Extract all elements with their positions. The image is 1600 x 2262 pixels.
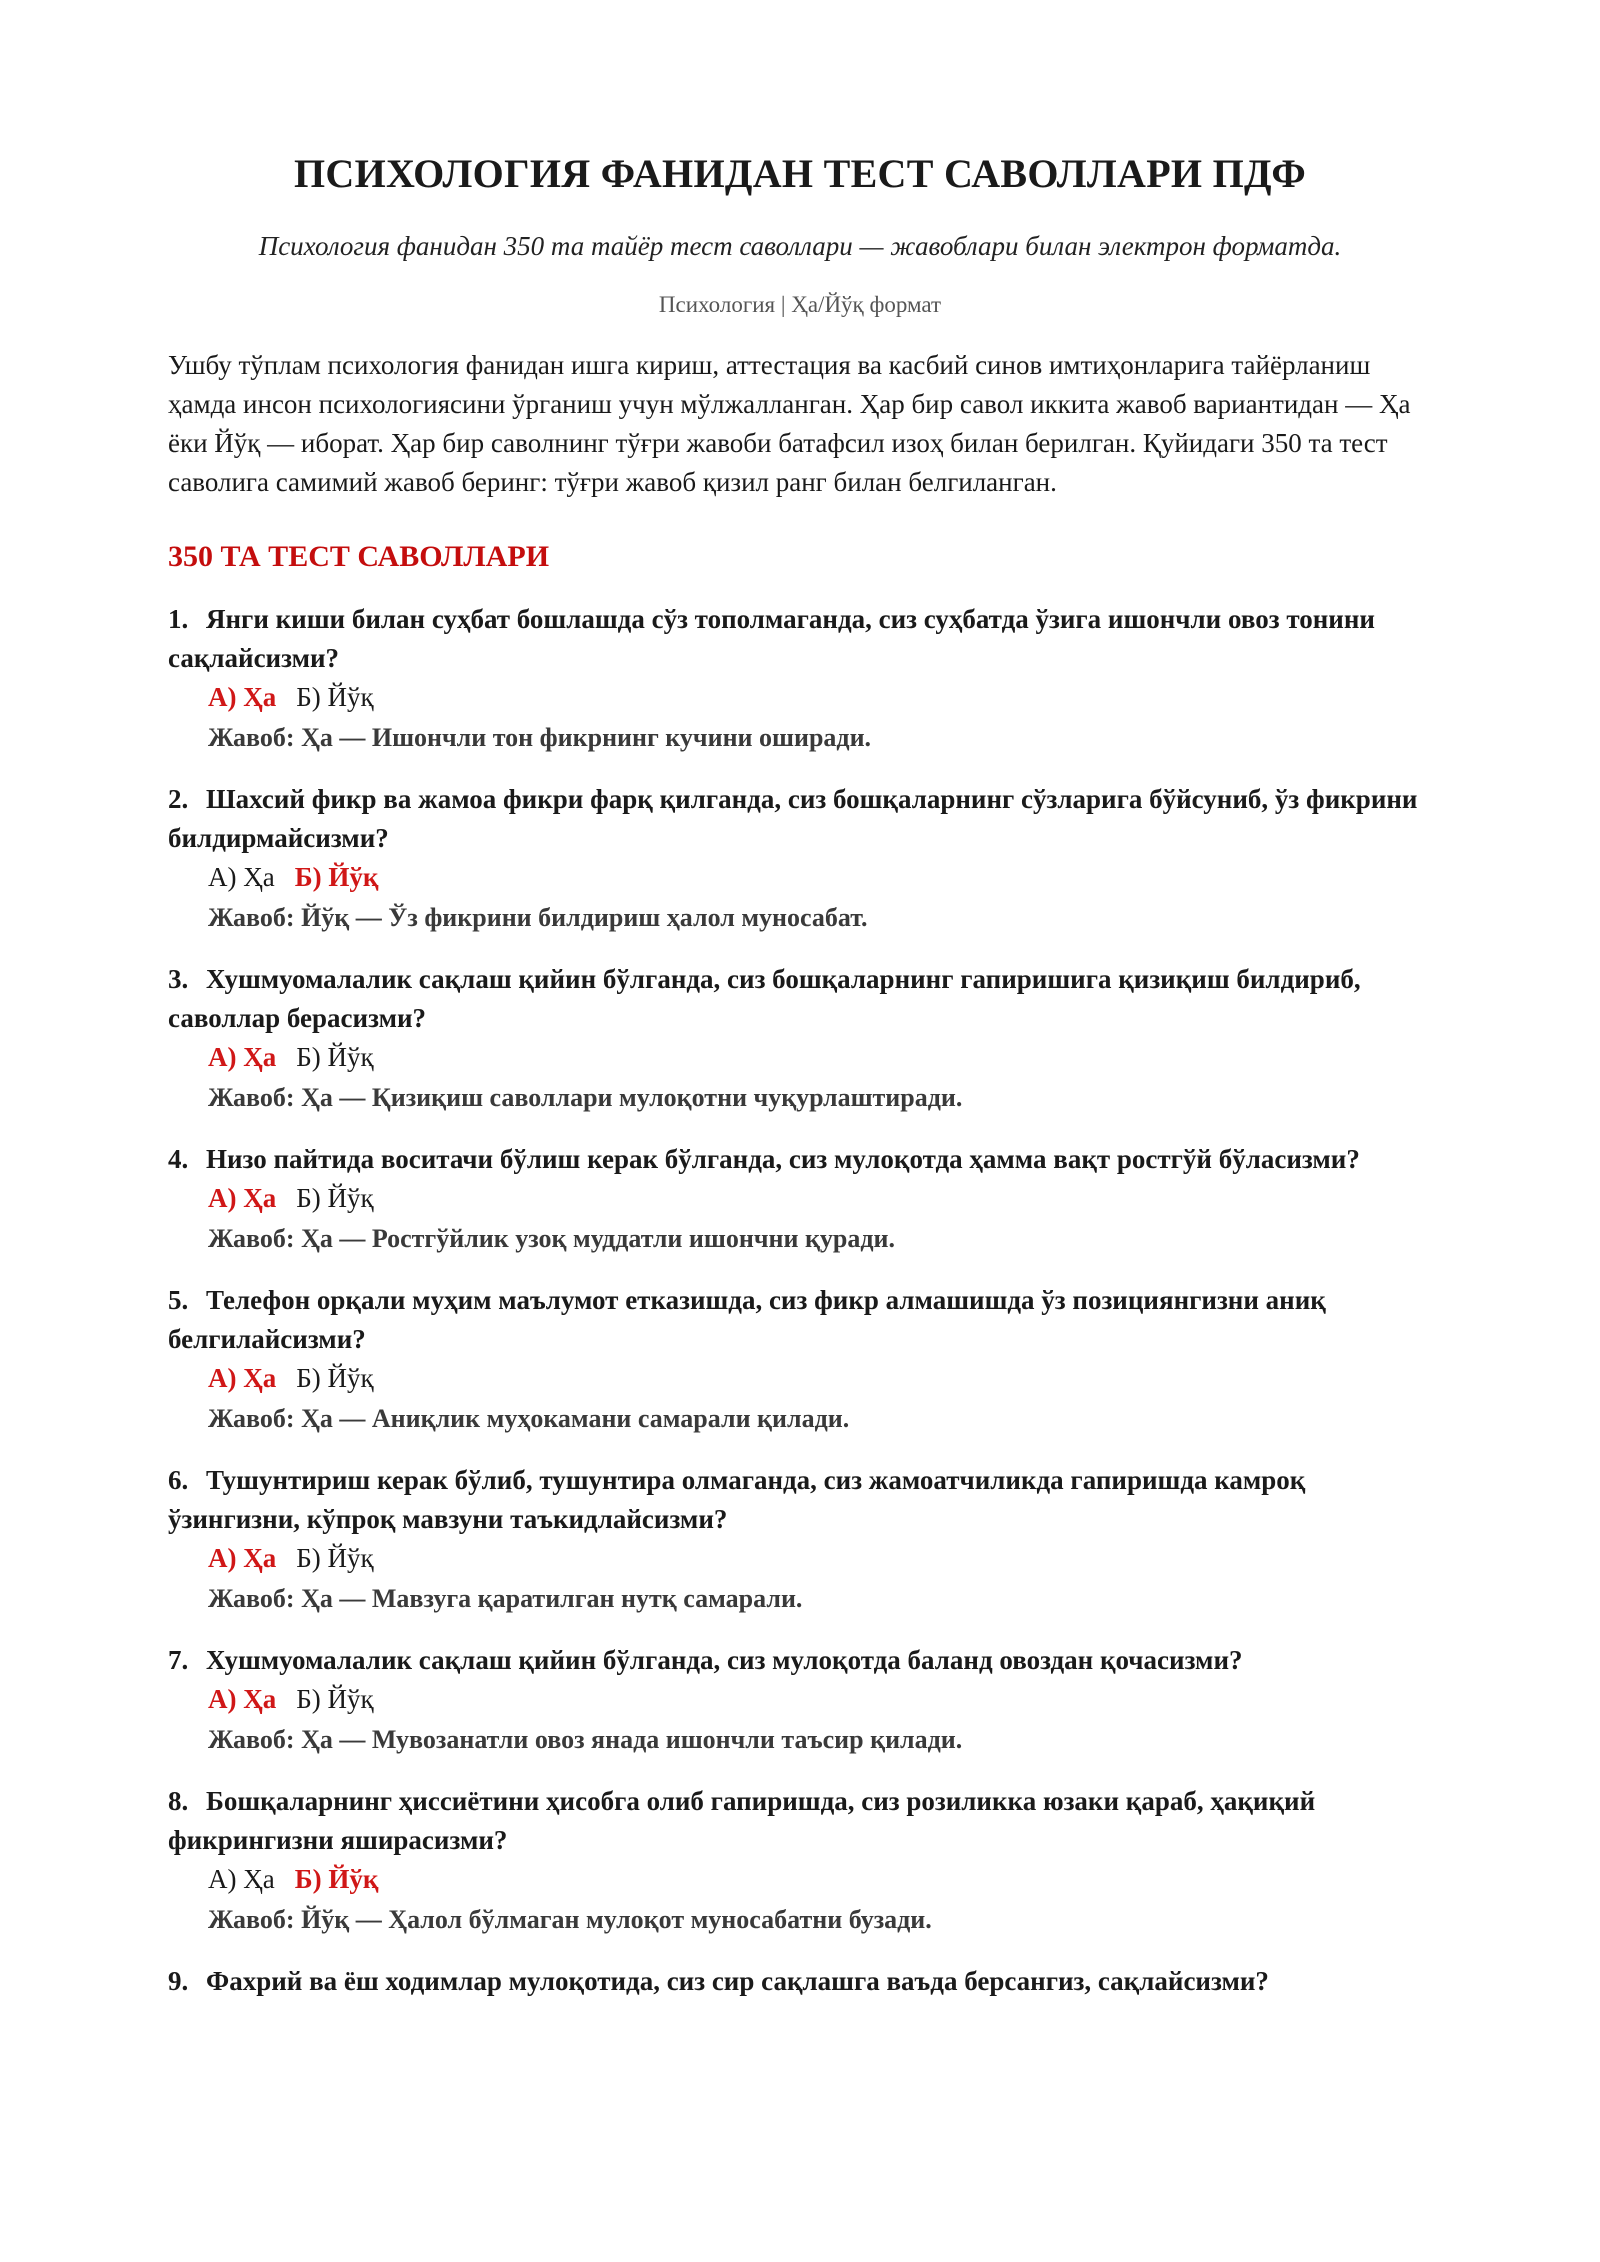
answer-options [168,1680,1432,1719]
option-b: Б) Йўқ [294,1864,379,1894]
answer-explanation: Жавоб: Ҳа — Қизиқиш саволлари мулоқотни чуқурлаштиради. [208,1083,963,1112]
question-body: Хушмуомалалик сақлаш қийин бўлганда, сиз бошқаларнинг гапиришига қизиқиш билдириб, саволлар берасизми? [168,964,1361,1033]
question-item [168,1461,1432,1619]
option-b: Б) Йўқ [296,1183,374,1213]
answer-options [168,1179,1432,1218]
question-text [168,1461,1432,1539]
option-b: Б) Йўқ [296,1543,374,1573]
question-text [168,1962,1432,2001]
question-text [168,1782,1432,1860]
question-text [168,1641,1432,1680]
question-body: Низо пайтида воситачи бўлиш керак бўлганда, сиз мулоқотда ҳамма вақт ростгўй бўласизми? [206,1144,1360,1174]
question-item [168,1140,1432,1259]
document-subtitle: Психология фанидан 350 та тайёр тест саволлари — жавоблари билан электрон форматда. [258,231,1342,261]
question-text [168,1281,1432,1359]
option-a: А) Ҳа [208,1183,277,1213]
option-a: А) Ҳа [208,682,277,712]
answer-options [168,1359,1432,1398]
option-a: А) Ҳа [208,1042,277,1072]
question-text [168,1140,1432,1179]
question-number: 1. [168,604,189,634]
option-a: А) Ҳа [208,862,275,892]
option-b: Б) Йўқ [296,1684,374,1714]
question-item [168,1641,1432,1760]
option-a: А) Ҳа [208,1864,275,1894]
option-a: А) Ҳа [208,1684,277,1714]
option-b: Б) Йўқ [296,1042,374,1072]
question-body: Телефон орқали муҳим маълумот етказишда, сиз фикр алмашишда ўз позициянгизни аниқ белгилайсизми? [168,1285,1326,1354]
answer-explanation: Жавоб: Йўқ — Ҳалол бўлмаган мулоқот муносабатни бузади. [208,1905,932,1934]
question-number: 4. [168,1144,189,1174]
answer-explanation: Жавоб: Ҳа — Ишончли тон фикрнинг кучини оширади. [208,723,872,752]
option-b: Б) Йўқ [296,682,374,712]
question-number: 8. [168,1786,189,1816]
answer-options [168,1038,1432,1077]
document-meta: Психология | Ҳа/Йўқ формат [658,292,942,317]
answer-explanation: Жавоб: Ҳа — Ростгўйлик узоқ муддатли ишончни қуради. [208,1224,896,1253]
answer-explanation: Жавоб: Йўқ — Ўз фикрини билдириш ҳалол муносабат. [208,903,868,932]
question-text [168,960,1432,1038]
option-a: А) Ҳа [208,1543,277,1573]
answer-options [168,678,1432,717]
question-item [168,1782,1432,1940]
question-item [168,1281,1432,1439]
option-b: Б) Йўқ [294,862,379,892]
question-item [168,1962,1432,2001]
question-item [168,960,1432,1118]
question-number: 6. [168,1465,189,1495]
answer-explanation: Жавоб: Ҳа — Аниқлик муҳокамани самарали қилади. [208,1404,850,1433]
question-body: Тушунтириш керак бўлиб, тушунтира олмаганда, сиз жамоатчиликда гапиришда камроқ ўзингизни, кўпроқ мавзуни таъкидлайсизми? [168,1465,1306,1534]
question-item [168,600,1432,758]
answer-options [168,858,1432,897]
question-text [168,600,1432,678]
option-a: А) Ҳа [208,1363,277,1393]
option-b: Б) Йўқ [296,1363,374,1393]
answer-options [168,1539,1432,1578]
answer-explanation: Жавоб: Ҳа — Мувозанатли овоз янада ишончли таъсир қилади. [208,1725,963,1754]
question-number: 7. [168,1645,189,1675]
answer-explanation: Жавоб: Ҳа — Мавзуга қаратилган нутқ самарали. [208,1584,803,1613]
question-number: 3. [168,964,189,994]
question-body: Фахрий ва ёш ходимлар мулоқотида, сиз сир сақлашга ваъда берсангиз, сақлайсизми? [206,1966,1269,1996]
section-title: 350 ТА ТЕСТ САВОЛЛАРИ [168,540,550,573]
question-list [168,600,1432,2001]
question-body: Бошқаларнинг ҳиссиётини ҳисобга олиб гапиришда, сиз розиликка юзаки қараб, ҳақиқий фикрингизни яширасизми? [168,1786,1316,1855]
question-number: 9. [168,1966,189,1996]
answer-options [168,1860,1432,1899]
question-body: Янги киши билан суҳбат бошлашда сўз тополмаганда, сиз суҳбатда ўзига ишончли овоз тонини сақлайсизми? [168,604,1375,673]
question-number: 5. [168,1285,189,1315]
question-text [168,780,1432,858]
intro-paragraph: Ушбу тўплам психология фанидан ишга кириш, аттестация ва касбий синов имтиҳонларига тайёрланиш ҳамда инсон психологиясини ўрганиш учун мўлжалланган. Ҳар бир савол иккита жавоб вариантидан — Ҳа ёки Йўқ — иборат. Ҳар бир саволнинг тўғри жавоби батафсил изоҳ билан берилган. Қуйидаги 350 та тест саволига самимий жавоб беринг: тўғри жавоб қизил ранг билан белгиланган. [168,350,1411,497]
question-body: Шахсий фикр ва жамоа фикри фарқ қилганда, сиз бошқаларнинг сўзларига бўйсуниб, ўз фикрини билдирмайсизми? [168,784,1418,853]
question-body: Хушмуомалалик сақлаш қийин бўлганда, сиз мулоқотда баланд овоздан қочасизми? [206,1645,1243,1675]
question-number: 2. [168,784,189,814]
question-item [168,780,1432,938]
document-title: ПСИХОЛОГИЯ ФАНИДАН ТЕСТ САВОЛЛАРИ ПДФ [293,151,1307,196]
